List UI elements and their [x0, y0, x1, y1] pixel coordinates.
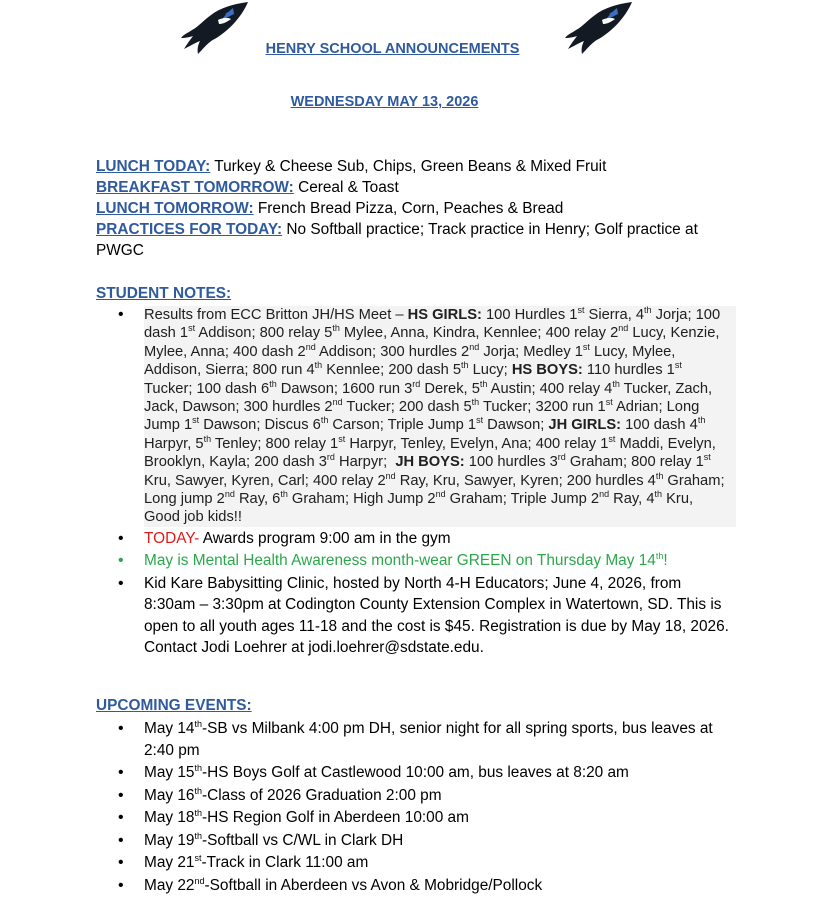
lunch-tomorrow-line: [96, 198, 736, 219]
student-notes-heading: STUDENT NOTES:: [96, 285, 232, 302]
event-date-suffix: th: [194, 807, 202, 818]
page-title: HENRY SCHOOL ANNOUNCEMENTS: [265, 41, 520, 57]
practices-line: [96, 219, 736, 261]
event-date: May 14: [144, 720, 195, 737]
list-item: [96, 573, 736, 659]
event-text: -Softball in Aberdeen vs Avon & Mobridge/Pollock: [204, 876, 543, 894]
today-text: Awards program 9:00 am in the gym: [199, 529, 451, 547]
breakfast-tomorrow-label: BREAKFAST TOMORROW:: [96, 179, 294, 196]
event-date-suffix: nd: [194, 875, 205, 886]
event-text: -HS Boys Golf at Castlewood 10:00 am, bus leaves at 8:20 am: [202, 764, 629, 781]
event-date: May 16: [144, 786, 195, 804]
practices-value: No Softball practice; Track practice in Henry; Golf practice at PWGC: [96, 221, 698, 259]
mental-health-end: !: [663, 552, 668, 570]
event-date-suffix: th: [194, 762, 202, 773]
event-date-suffix: th: [194, 830, 202, 841]
list-item: [96, 528, 736, 550]
event-date: May 19: [144, 831, 195, 849]
menu-section: [96, 156, 736, 261]
list-item: [96, 306, 736, 527]
event-date-suffix: st: [194, 852, 202, 863]
student-notes-list: [96, 306, 736, 659]
event-text: -SB vs Milbank 4:00 pm DH, senior night for all spring sports, bus leaves at 2:40 pm: [144, 720, 713, 759]
event-text: -Track in Clark 11:00 am: [201, 854, 369, 871]
upcoming-events-list: [96, 718, 736, 897]
page-date: WEDNESDAY MAY 13, 2026: [290, 94, 479, 110]
list-item: [96, 785, 736, 807]
list-item: [96, 762, 736, 784]
upcoming-events-heading: UPCOMING EVENTS:: [96, 697, 252, 714]
list-item: [96, 830, 736, 852]
breakfast-tomorrow-value: Cereal & Toast: [293, 179, 399, 196]
mental-health-sup: th: [655, 551, 664, 562]
event-date: May 15: [144, 764, 195, 781]
event-text: -Class of 2026 Graduation 2:00 pm: [202, 786, 442, 804]
breakfast-tomorrow-line: [96, 177, 736, 198]
list-item: [96, 807, 736, 829]
kid-kare-text: Kid Kare Babysitting Clinic, hosted by North 4-H Educators; June 4, 2026, from 8:30am – 3:30pm at Codington County Extension Complex in Watertown, SD. This is open to all youth ages 11-18 and the cost is $45. Registration is due by May 18, 2026. Contact Jodi Loehrer at jodi.loehrer@sdstate.edu.: [144, 574, 729, 657]
lunch-tomorrow-label: LUNCH TOMORROW:: [96, 200, 254, 217]
today-prefix: TODAY-: [144, 529, 200, 547]
lunch-tomorrow-value: French Bread Pizza, Corn, Peaches & Bread: [253, 200, 564, 217]
event-date-suffix: th: [194, 718, 202, 729]
event-text: -Softball vs C/WL in Clark DH: [202, 831, 404, 849]
event-date: May 22: [144, 876, 195, 894]
event-date-suffix: th: [194, 785, 202, 796]
list-item: [96, 852, 736, 874]
list-item: [96, 718, 736, 761]
mental-health-text: May is Mental Health Awareness month-wear GREEN on Thursday May 14: [144, 552, 656, 570]
lunch-today-value: Turkey & Cheese Sub, Chips, Green Beans & Mixed Fruit: [210, 158, 607, 175]
lunch-today-label: LUNCH TODAY:: [96, 158, 211, 175]
track-results: • Results from ECC Britton JH/HS Meet – HS GIRLS: 100 Hurdles 1st Sierra, 4th Jorja; 100 dash 1st Addison; 800 relay 5th Mylee, Anna, Kindra, Kennlee; 400 relay 2nd Lucy, Kenzie, Mylee, Anna; 400 dash 2nd Addison; 300 hurdles 2nd Jorja; Medley 1st Lucy, Mylee, Addison, Sierra; 800 run 4th Kennlee; 200 dash 5th Lucy; HS BOYS: 110 hurdles 1st Tucker; 100 dash 6th Dawson; 1600 run 3rd Derek, 5th Austin; 400 relay 4th Tucker, Zach, Jack, Dawson; 300 hurdles 2nd Tucker; 200 dash 5th Tucker; 3200 run 1st Adrian; Long Jump 1st Dawson; Discus 6th Carson; Triple Jump 1st Dawson; JH GIRLS: 100 dash 4th Harpyr, 5th Tenley; 800 relay 1st Harpyr, Tenley, Evelyn, Ana; 400 relay 1st Maddi, Evelyn, Brooklyn, Kayla; 200 dash 3rd Harpyr; JH BOYS: 100 hurdles 3rd Graham; 800 relay 1st Kru, Sawyer, Kyren, Carl; 400 relay 2nd Ray, Kru, Sawyer, Kyren; 200 hurdles 4th Graham; Long jump 2nd Ray, 6th Graham; High Jump 2nd Graham; Triple Jump 2nd Ray, 4th Kru, Good job kids!!: [144, 306, 736, 527]
event-text: -HS Region Golf in Aberdeen 10:00 am: [202, 809, 469, 826]
lunch-today-line: [96, 156, 736, 177]
list-item: [96, 875, 736, 897]
practices-label: PRACTICES FOR TODAY:: [96, 221, 283, 238]
list-item: [96, 550, 736, 572]
eagle-mascot-icon: [562, 0, 637, 56]
event-date: May 18: [144, 809, 195, 826]
event-date: May 21: [144, 854, 195, 871]
